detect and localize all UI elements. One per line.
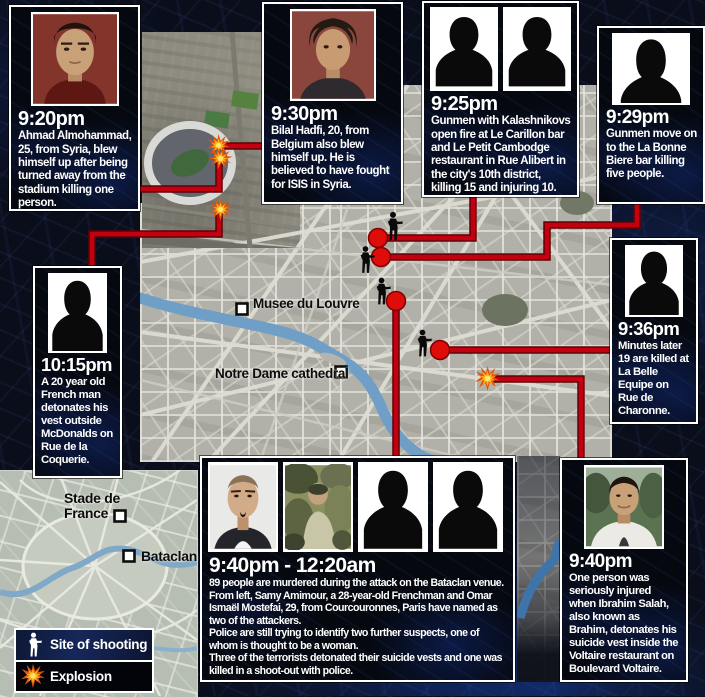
callout-text: Bilal Hadfi, 20, from Belgium also blew himself up. He is believed to have fought for ISIS in Syria.: [271, 125, 390, 191]
bataclan-marker: [124, 551, 135, 562]
stade-de-france-label: Stade de France: [64, 490, 120, 522]
callout-text: One person was seriously injured when Ibrahim Salah, also known as Brahim, detonates his suicide vest inside the Voltaire restaurant on Boulevard Voltaire.: [569, 572, 679, 676]
callout-1015pm: [33, 266, 122, 478]
silhouette-photo: [430, 7, 498, 91]
photo-ibrahim-salah: [584, 465, 664, 549]
callout-time: 9:20pm: [18, 108, 85, 130]
louvre-marker: [237, 304, 248, 315]
callout-paragraph: Police are still trying to identify two further suspects, one of whom is thought to be a woman.: [209, 627, 479, 652]
silhouette-photo: [358, 462, 428, 552]
callout-paragraph: Three of the terrorists detonated their suicide vests and one was killed in a shoot-out with police.: [209, 652, 503, 677]
callout-time: 9:40pm: [569, 551, 632, 572]
legend: [14, 628, 154, 693]
silhouette-photo: [48, 273, 107, 353]
callout-929pm: [597, 26, 705, 204]
callout-text: Minutes later 19 are killed at La Belle Equipe on Rue de Charonne.: [618, 339, 689, 418]
strip-canal: [520, 540, 560, 618]
explosion-icon: [16, 664, 50, 688]
gunman-icon: [16, 632, 50, 658]
callout-paragraph: 89 people are murdered during the attack on the Bataclan venue. From left, Samy Amimour, a 28-year-old Frenchman and Omar Ismaël Mostefai, 29, from Courcouronnes, Paris have named as two of the attackers.: [209, 577, 504, 627]
callout-bataclan: [200, 456, 515, 682]
bataclan-label: Bataclan: [141, 548, 197, 564]
callout-text: Ahmad Almohammad, 25, from Syria, blew himself up after being turned away from the stadium killing one person.: [18, 130, 132, 210]
callout-time: 10:15pm: [41, 354, 112, 375]
legend-label: Explosion: [50, 668, 112, 684]
callout-text: Gunmen with Kalashnikovs open fire at Le Carillon bar and Le Petit Cambodge restaurant in Rue Alibert in the city's 10th district, killing 15 and injuring 10.: [431, 115, 571, 195]
legend-label: Site of shooting: [50, 637, 148, 653]
legend-row-explosion: [16, 660, 152, 692]
callout-925pm: [422, 1, 579, 197]
callout-voltaire-940pm: [560, 458, 688, 682]
callout-text: Gunmen move on to the La Bonne Biere bar killing five people.: [606, 128, 697, 181]
callout-920pm: [9, 5, 140, 211]
silhouette-photo: [503, 7, 571, 91]
silhouette-photo: [625, 245, 683, 317]
silhouette-photo: [612, 33, 690, 105]
callout-time: 9:36pm: [618, 318, 680, 339]
seine-river: [140, 298, 448, 466]
callout-936pm: [610, 238, 698, 424]
callout-time: 9:40pm - 12:20am: [209, 554, 376, 577]
legend-row-shooting: [16, 630, 152, 660]
callout-time: 9:25pm: [431, 93, 498, 115]
photo-omar-ismael-mostefai: [283, 462, 353, 552]
callout-time: 9:29pm: [606, 107, 669, 128]
photo-ahmad-almohammad: [31, 12, 119, 106]
notre-dame-label: Notre Dame cathedral: [215, 366, 349, 381]
photo-samy-amimour: [208, 462, 278, 552]
silhouette-photo: [433, 462, 503, 552]
louvre-label: Musee du Louvre: [253, 296, 360, 311]
callout-text: A 20 year old French man detonates his vest outside McDonalds on Rue de la Coquerie.: [41, 375, 113, 467]
photo-bilal-hadfi: [290, 9, 376, 101]
callout-930pm: [262, 2, 403, 204]
callout-time: 9:30pm: [271, 103, 338, 125]
